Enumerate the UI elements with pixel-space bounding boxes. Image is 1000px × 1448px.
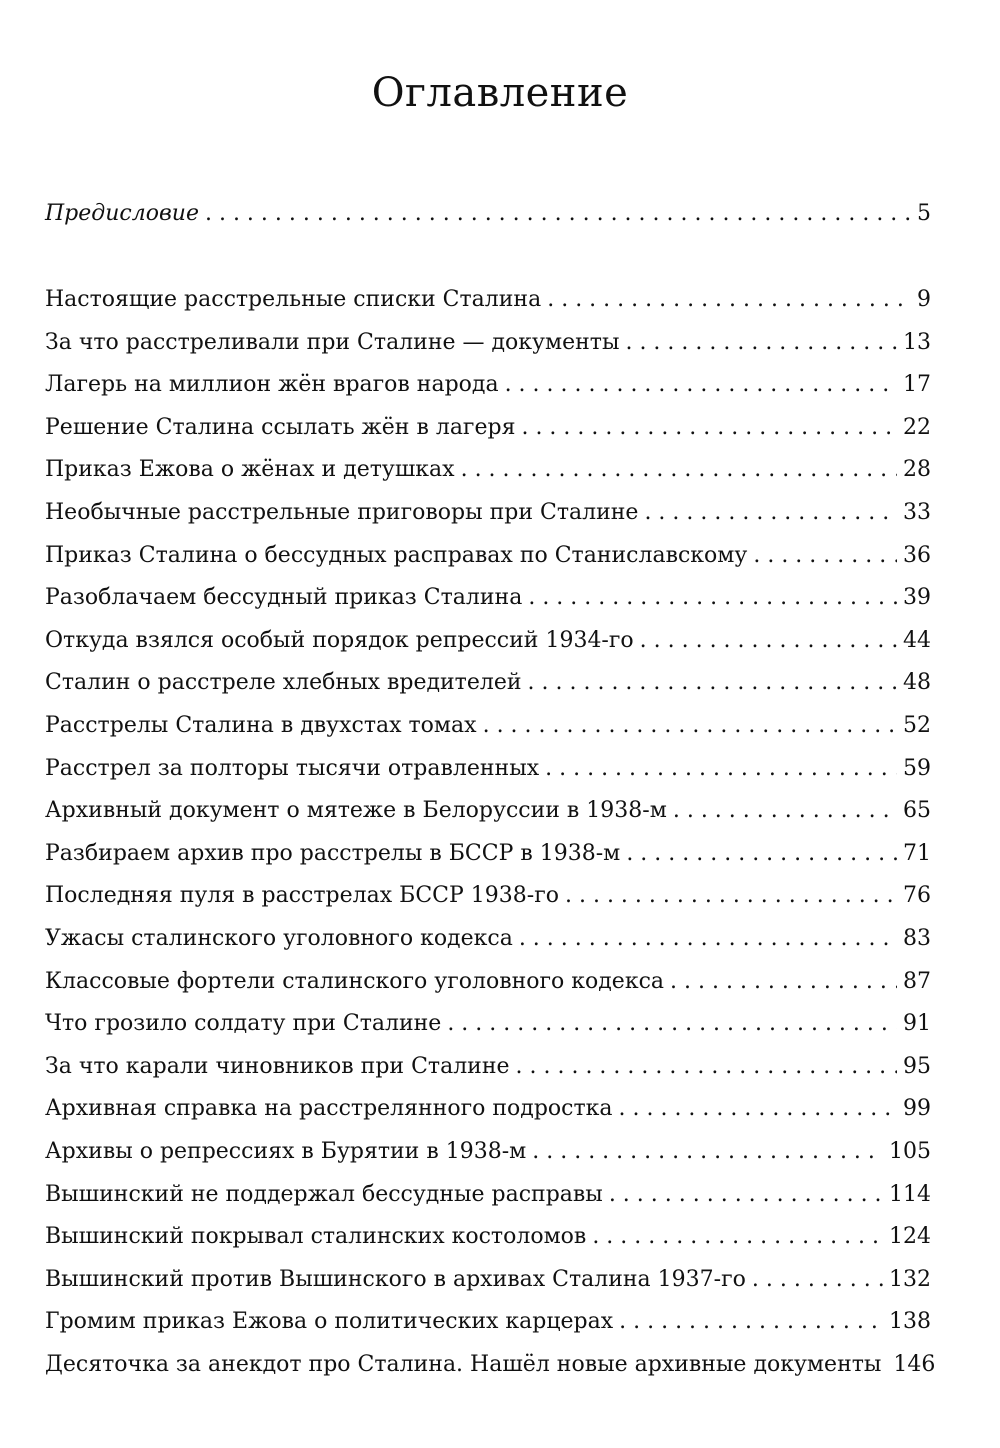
toc-entry[interactable] (45, 793, 931, 825)
dot-leader (483, 712, 897, 740)
toc-entry[interactable] (45, 1219, 931, 1251)
toc-entry-page-number: 105 (889, 1139, 931, 1164)
toc-entry[interactable] (45, 921, 931, 953)
dot-leader (545, 755, 897, 783)
toc-entry-title: Ужасы сталинского уголовного кодекса (45, 926, 513, 951)
toc-entry-page-number: 36 (903, 542, 931, 568)
toc-entry-title: Последняя пуля в расстрелах БССР 1938-го (45, 883, 559, 909)
toc-entry[interactable] (45, 580, 931, 612)
toc-entry[interactable] (45, 410, 931, 442)
toc-entry[interactable] (45, 708, 931, 740)
toc-entry[interactable] (45, 836, 931, 868)
toc-entry-page-number: 95 (903, 1053, 931, 1079)
toc-entry-page-number: 99 (903, 1096, 931, 1122)
toc-entry-page-number: 52 (903, 713, 931, 738)
toc-entry[interactable] (45, 367, 931, 399)
toc-entry-title: Десяточка за анекдот про Сталина. Нашёл новые архивные документы (45, 1352, 882, 1377)
toc-entry-page-number: 5 (917, 201, 931, 226)
toc-entry-title: За что расстреливали при Сталине — документы (45, 329, 620, 355)
dot-leader (519, 925, 897, 953)
dot-leader (505, 371, 897, 399)
toc-entry-title: Вышинский не поддержал бессудные расправы (45, 1181, 603, 1207)
dot-leader (547, 286, 911, 314)
toc-entry[interactable] (45, 538, 931, 570)
dot-leader (609, 1181, 883, 1209)
dot-leader (565, 882, 897, 910)
dot-leader (753, 542, 897, 570)
toc-entry[interactable] (45, 495, 931, 527)
toc-entry-title: Что грозило солдату при Сталине (45, 1011, 442, 1037)
toc-entry-title: Вышинский покрывал сталинских костоломов (45, 1224, 587, 1250)
toc-entry-title: Решение Сталина ссылать жён в лагеря (45, 414, 516, 440)
dot-leader (673, 797, 897, 825)
dot-leader (644, 499, 897, 527)
toc-entry-title: Расстрелы Сталина в двухстах томах (45, 713, 477, 738)
toc-entry-title: Сталин о расстреле хлебных вредителей (45, 670, 522, 696)
toc-entry[interactable] (45, 282, 931, 314)
toc-entry-title: Предисловие (45, 201, 199, 226)
toc-entry-title: Вышинский против Вышинского в архивах Сталина 1937-го (45, 1266, 746, 1292)
toc-entry-title: Громим приказ Ежова о политических карцерах (45, 1309, 614, 1335)
toc-entry-page-number: 146 (893, 1352, 936, 1377)
toc-entry[interactable] (45, 1347, 936, 1379)
toc-entry-page-number: 76 (903, 883, 931, 909)
toc-entry-page-number: 138 (889, 1309, 931, 1335)
toc-entry[interactable] (45, 1304, 931, 1336)
toc-entry-title: Архивы о репрессиях в Бурятии в 1938-м (45, 1139, 527, 1164)
toc-entry-preface[interactable] (45, 196, 931, 228)
toc-entry-title: Лагерь на миллион жён врагов народа (45, 372, 499, 398)
dot-leader (640, 627, 897, 655)
toc-entry-page-number: 91 (903, 1011, 931, 1037)
toc-entry-title: Расстрел за полторы тысячи отравленных (45, 755, 540, 781)
dot-leader (521, 414, 897, 442)
toc-entry[interactable] (45, 1177, 931, 1209)
toc-entry-page-number: 39 (903, 585, 931, 611)
dot-leader (752, 1266, 883, 1294)
toc-entry[interactable] (45, 1262, 931, 1294)
toc-entry-page-number: 59 (903, 755, 931, 781)
toc-entry-title: Архивный документ о мятеже в Белоруссии в 1938-м (45, 798, 667, 824)
toc-entry-title: Откуда взялся особый порядок репрессий 1934-го (45, 627, 634, 653)
toc-entry-page-number: 33 (903, 500, 931, 525)
toc-entry-page-number: 132 (889, 1266, 931, 1292)
dot-leader (619, 1308, 883, 1336)
toc-entry-title: Необычные расстрельные приговоры при Сталине (45, 500, 639, 525)
toc-entry[interactable] (45, 1134, 931, 1166)
dot-leader (619, 1095, 898, 1123)
toc-entry-page-number: 9 (917, 287, 931, 312)
dot-leader (447, 1010, 897, 1038)
dot-leader (532, 1138, 883, 1166)
toc-entry[interactable] (45, 1091, 931, 1123)
toc-entry-title: Архивная справка на расстрелянного подростка (45, 1096, 613, 1122)
toc-entry-title: Настоящие расстрельные списки Сталина (45, 287, 542, 312)
toc-entry[interactable] (45, 1006, 931, 1038)
dot-leader (528, 669, 897, 697)
toc-entry[interactable] (45, 751, 931, 783)
toc-entry-page-number: 22 (903, 414, 931, 440)
toc-entry[interactable] (45, 325, 931, 357)
toc-entry-page-number: 71 (903, 840, 931, 866)
toc-entry-page-number: 83 (903, 926, 931, 951)
dot-leader (528, 584, 897, 612)
dot-leader (626, 840, 897, 868)
toc-entry-title: Разбираем архив про расстрелы в БССР в 1938-м (45, 840, 621, 866)
dot-leader (205, 200, 911, 228)
dot-leader (592, 1223, 883, 1251)
toc-entry-title: Приказ Сталина о бессудных расправах по Станиславскому (45, 542, 748, 568)
toc-entry-page-number: 44 (903, 627, 931, 653)
dot-leader (516, 1053, 897, 1081)
toc-entry-page-number: 65 (903, 798, 931, 824)
dot-leader (670, 968, 897, 996)
toc-entry-page-number: 17 (903, 372, 931, 398)
toc-entry-title: Разоблачаем бессудный приказ Сталина (45, 585, 523, 611)
toc-entry-page-number: 28 (903, 457, 931, 483)
toc-entry-page-number: 124 (889, 1224, 931, 1250)
toc-entry[interactable] (45, 1049, 931, 1081)
toc-entry[interactable] (45, 964, 931, 996)
toc-entry[interactable] (45, 665, 931, 697)
page-title: Оглавление (371, 70, 629, 116)
dot-leader (625, 329, 897, 357)
toc-entry[interactable] (45, 623, 931, 655)
toc-entry-title: Приказ Ежова о жёнах и детушках (45, 457, 455, 483)
toc-entry-title: За что карали чиновников при Сталине (45, 1053, 510, 1079)
dot-leader (461, 456, 897, 484)
toc-entry-page-number: 114 (889, 1181, 931, 1207)
toc-entry-page-number: 13 (903, 329, 931, 355)
toc-entry-title: Классовые фортели сталинского уголовного кодекса (45, 968, 665, 994)
toc-entry-page-number: 48 (903, 670, 931, 696)
toc-entry[interactable] (45, 452, 931, 484)
toc-entry-page-number: 87 (903, 968, 931, 994)
toc-entry[interactable] (45, 878, 931, 910)
